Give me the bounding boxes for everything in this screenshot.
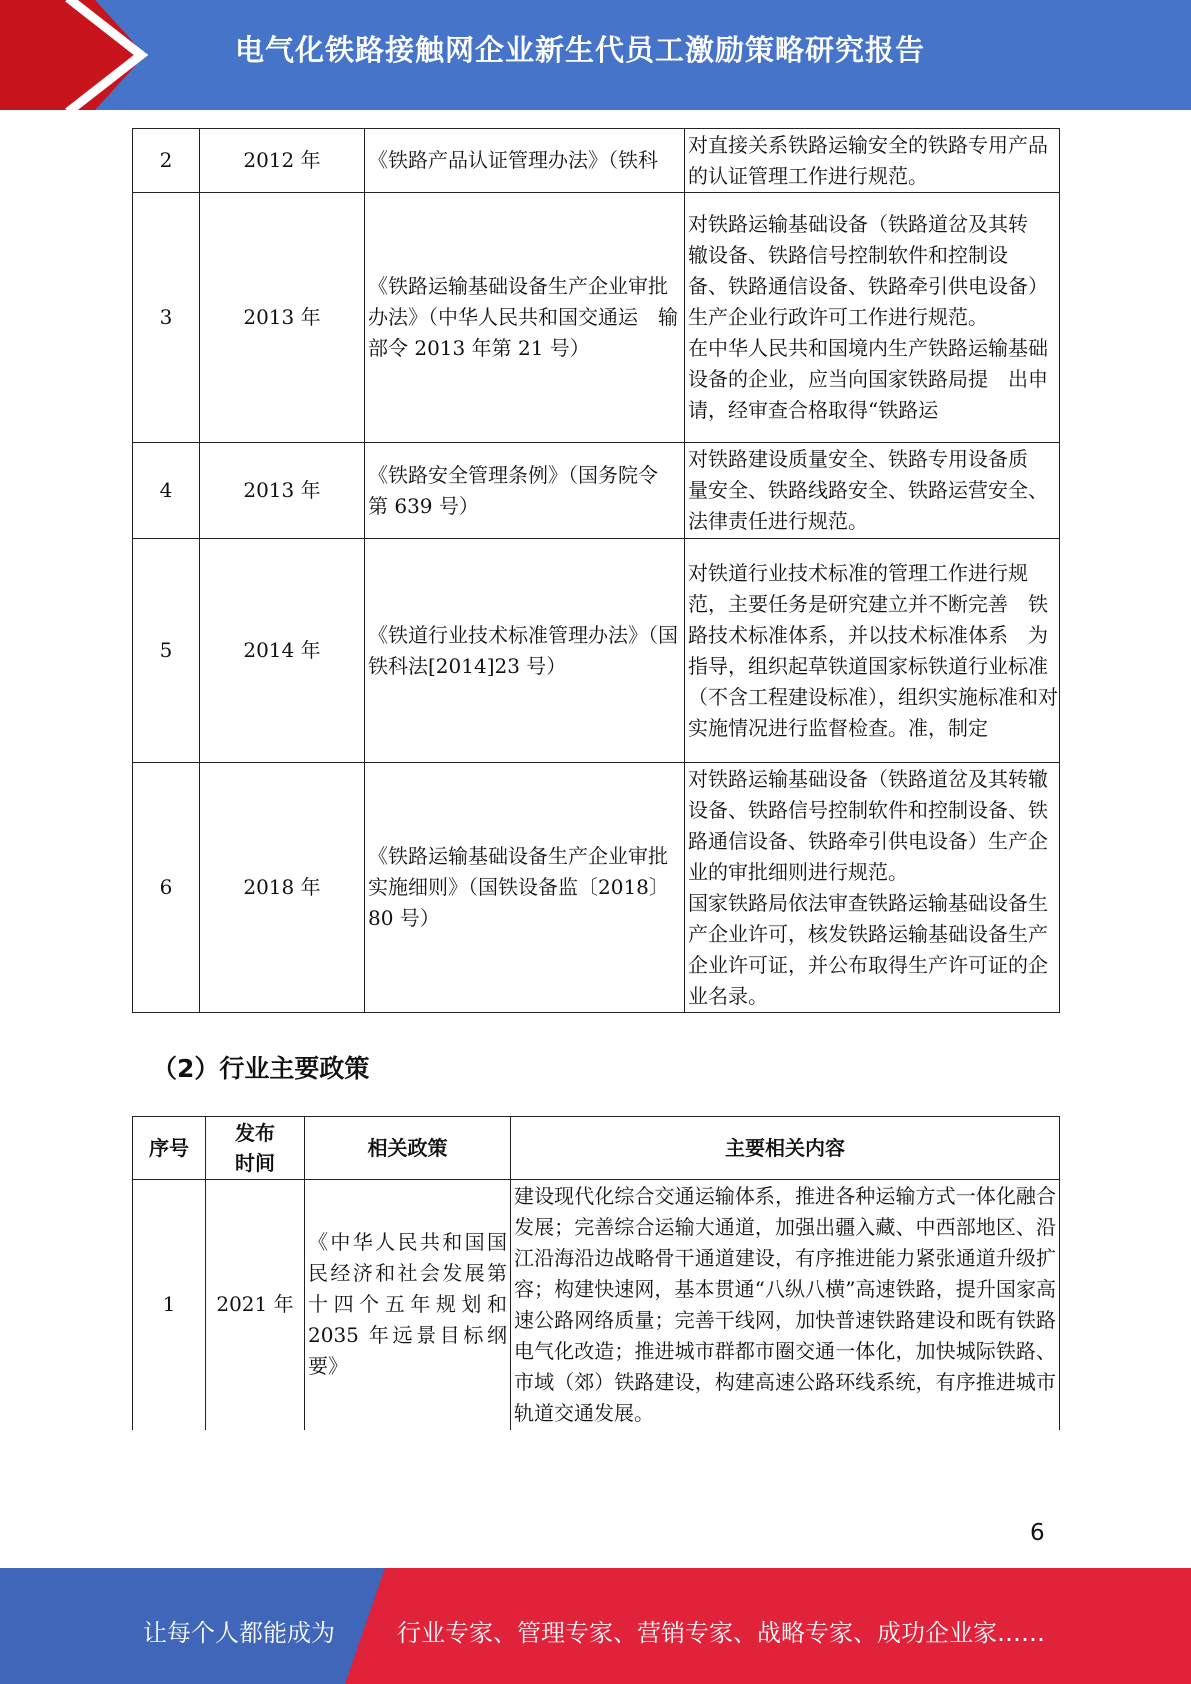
row-document: 《铁路产品认证管理办法》（铁科 [365, 129, 685, 193]
policies-table [132, 1116, 1060, 1430]
row-description: 对直接关系铁路运输安全的铁路专用产品的认证管理工作进行规范。 [685, 129, 1060, 193]
row-year: 2018 年 [200, 763, 365, 1013]
page-number: 6 [1030, 1520, 1045, 1546]
footer-slogan-left: 让每个人都能成为 [143, 1619, 335, 1647]
row-year: 2013 年 [200, 193, 365, 443]
section-heading: （2）行业主要政策 [152, 1054, 370, 1083]
description-paragraph: 在中华人民共和国境内生产铁路运输基础设备的企业，应当向国家铁路局提 出申请，经审查合格取得“铁路运 [688, 336, 1048, 422]
description-paragraph: 对铁路运输基础设备（铁路道岔及其转辙设备、铁路信号控制软件和控制设备、铁路通信设备、铁路牵引供电设备）生产企业的审批细则进行规范。 [688, 766, 1048, 884]
row-policy: 《中华人民共和国国民经济和社会发展第十四个五年规划和 2035 年远景目标纲要》 [305, 1180, 511, 1430]
row-content: 建设现代化综合交通运输体系，推进各种运输方式一体化融合发展；完善综合运输大通道，加强出疆入藏、中西部地区、沿江沿海沿边战略骨干通道建设，有序推进能力紧张通道升级扩容；构建快速网，基本贯通“八纵八横”高速铁路，提升国家高速公路网络质量；完善干线网，加快普速铁路建设和既有铁路电气化改造；推进城市群都市圈交通一体化，加快城际铁路、市域（郊）铁路建设，构建高速公路环线系统，有序推进城市轨道交通发展。 [511, 1180, 1060, 1430]
row-year: 2013 年 [200, 443, 365, 539]
row-document: 《铁道行业技术标准管理办法》（国铁科法[2014]23 号） [365, 539, 685, 763]
row-number: 4 [133, 443, 200, 539]
header-policy: 相关政策 [305, 1117, 511, 1180]
row-number: 1 [133, 1180, 206, 1430]
page-header [0, 0, 1191, 110]
row-description [685, 763, 1060, 1013]
description-paragraph: 对铁路运输基础设备（铁路道岔及其转 辙设备、铁路信号控制软件和控制设 备、铁路通信设备、铁路牵引供电设备） 生产企业行政许可工作进行规范。 [688, 212, 1058, 329]
row-description: 对铁道行业技术标准的管理工作进行规范，主要任务是研究建立并不断完善 铁路技术标准体系，并以技术标准体系 为指导，组织起草铁道国家标铁道行业标准（不含工程建设标准），组织实施标准和对实施情况进行监督检查。准，制定 [685, 539, 1060, 763]
table-row [133, 193, 1060, 443]
row-document: 《铁路运输基础设备生产企业审批办法》（中华人民共和国交通运 输部令 2013 年第 21 号） [365, 193, 685, 443]
row-number: 6 [133, 763, 200, 1013]
table-header-row [133, 1117, 1060, 1180]
regulations-table [132, 128, 1060, 1013]
table-row [133, 1180, 1060, 1430]
row-description: 对铁路建设质量安全、铁路专用设备质 量安全、铁路线路安全、铁路运营安全、 法律责任进行规范。 [685, 443, 1060, 539]
header-time: 发布时间 [206, 1117, 305, 1180]
description-paragraph: 国家铁路局依法审查铁路运输基础设备生产企业许可，核发铁路运输基础设备生产企业许可证，并公布取得生产许可证的企业名录。 [688, 890, 1048, 1008]
row-year: 2014 年 [200, 539, 365, 763]
report-title: 电气化铁路接触网企业新生代员工激励策略研究报告 [235, 33, 926, 67]
row-number: 2 [133, 129, 200, 193]
row-number: 5 [133, 539, 200, 763]
header-number: 序号 [133, 1117, 206, 1180]
table-row [133, 539, 1060, 763]
table-row [133, 129, 1060, 193]
row-number: 3 [133, 193, 200, 443]
row-document: 《铁路运输基础设备生产企业审批实施细则》（国铁设备监〔2018〕 80 号） [365, 763, 685, 1013]
footer-slogan-right: 行业专家、管理专家、营销专家、战略专家、成功企业家…… [397, 1619, 1045, 1647]
row-document: 《铁路安全管理条例》（国务院令 第 639 号） [365, 443, 685, 539]
header-content: 主要相关内容 [511, 1117, 1060, 1180]
row-description [685, 193, 1060, 443]
table-row [133, 763, 1060, 1013]
row-year: 2021 年 [206, 1180, 305, 1430]
row-year: 2012 年 [200, 129, 365, 193]
table-row [133, 443, 1060, 539]
